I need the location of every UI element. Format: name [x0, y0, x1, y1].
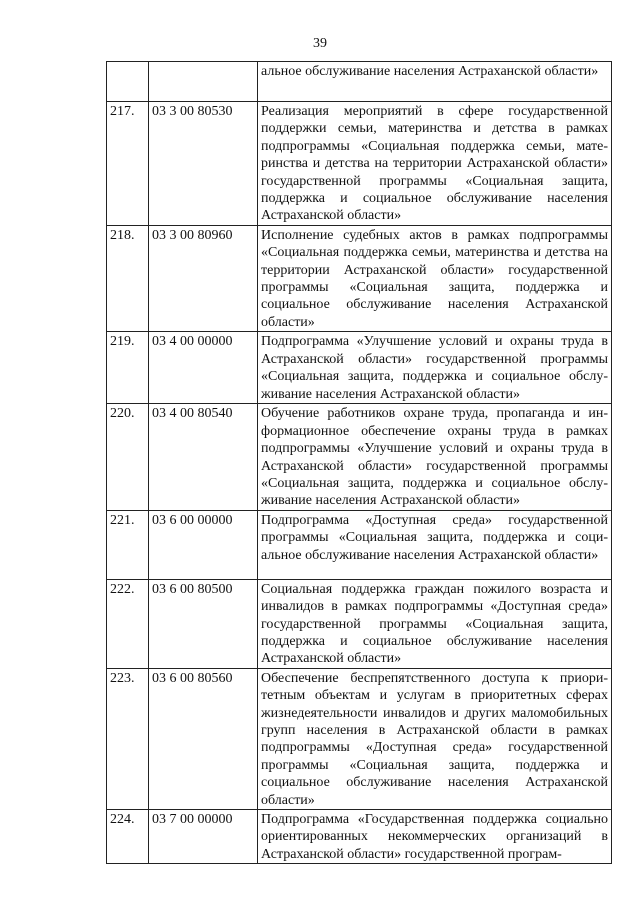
row-description: Обучение работников охране труда, пропаганда и информационное обеспечение охраны труда в рамках подпрограммы «Улучшение условий и охраны труда в Астраханской области» государственной программы «Социальная защита, поддержка и социальное обслуживание населения Астраханской области»: [258, 404, 612, 510]
table-row: [107, 225, 612, 331]
table-row: [107, 810, 612, 864]
page-number: 39: [313, 36, 327, 51]
row-description: Исполнение судебных актов в рамках подпрограммы «Социальная поддержка семьи, материнства и детства на территории Астраханской области» государственной программы «Социальная защита, поддержка и социальное обслуживание населения Астраханской области»: [258, 225, 612, 331]
row-number: 217.: [107, 102, 149, 226]
row-description: Подпрограмма «Улучшение условий и охраны труда в Астраханской области» государственной программы «Социальная защита, поддержка и социальное обслуживание населения Астраханской области»: [258, 332, 612, 404]
row-number: 218.: [107, 225, 149, 331]
target-article-code: 03 7 00 00000: [149, 810, 258, 864]
target-article-code: 03 6 00 80560: [149, 668, 258, 809]
table-row: [107, 404, 612, 510]
row-description: Подпрограмма «Государственная поддержка социально ориентированных некоммерческих организаций в Астраханской области» государственной програм-: [258, 810, 612, 864]
table-row: [107, 510, 612, 579]
row-description: Обеспечение беспрепятственного доступа к приоритетным объектам и услугам в приоритетных сферах жизнедеятельности инвалидов и других маломобильных групп населения в Астраханской области в рамках подпрограммы «Доступная среда» государственной программы «Социальная защита, поддержка и социальное обслуживание населения Астраханской области»: [258, 668, 612, 809]
target-article-code: 03 3 00 80530: [149, 102, 258, 226]
table-row: [107, 332, 612, 404]
target-article-code: 03 3 00 80960: [149, 225, 258, 331]
row-number: 222.: [107, 579, 149, 668]
target-article-code: 03 6 00 00000: [149, 510, 258, 579]
row-number: 221.: [107, 510, 149, 579]
row-description: Социальная поддержка граждан пожилого возраста и инвалидов в рамках подпрограммы «Доступная среда» государственной программы «Социальная защита, поддержка и социальное обслуживание населения Астраханской области»: [258, 579, 612, 668]
target-article-code: 03 4 00 00000: [149, 332, 258, 404]
table-row: [107, 102, 612, 226]
row-number: 220.: [107, 404, 149, 510]
row-number: 219.: [107, 332, 149, 404]
row-number: 224.: [107, 810, 149, 864]
table-row: [107, 62, 612, 102]
table-row: [107, 579, 612, 668]
row-number: [107, 62, 149, 102]
row-number: 223.: [107, 668, 149, 809]
budget-classification-table: [106, 61, 612, 864]
row-description: Реализация мероприятий в сфере государственной поддержки семьи, материнства и детства в рамках подпрограммы «Социальная поддержка семьи, материнства и детства на территории Астраханской области» государственной программы «Социальная защита, поддержка и социальное обслуживание населения Астраханской области»: [258, 102, 612, 226]
row-description: Подпрограмма «Доступная среда» государственной программы «Социальная защита, поддержка и социальное обслуживание населения Астраханской области»: [258, 510, 612, 579]
table-row: [107, 668, 612, 809]
target-article-code: 03 4 00 80540: [149, 404, 258, 510]
target-article-code: 03 6 00 80500: [149, 579, 258, 668]
row-description: альное обслуживание населения Астраханской области»: [258, 62, 612, 102]
target-article-code: [149, 62, 258, 102]
